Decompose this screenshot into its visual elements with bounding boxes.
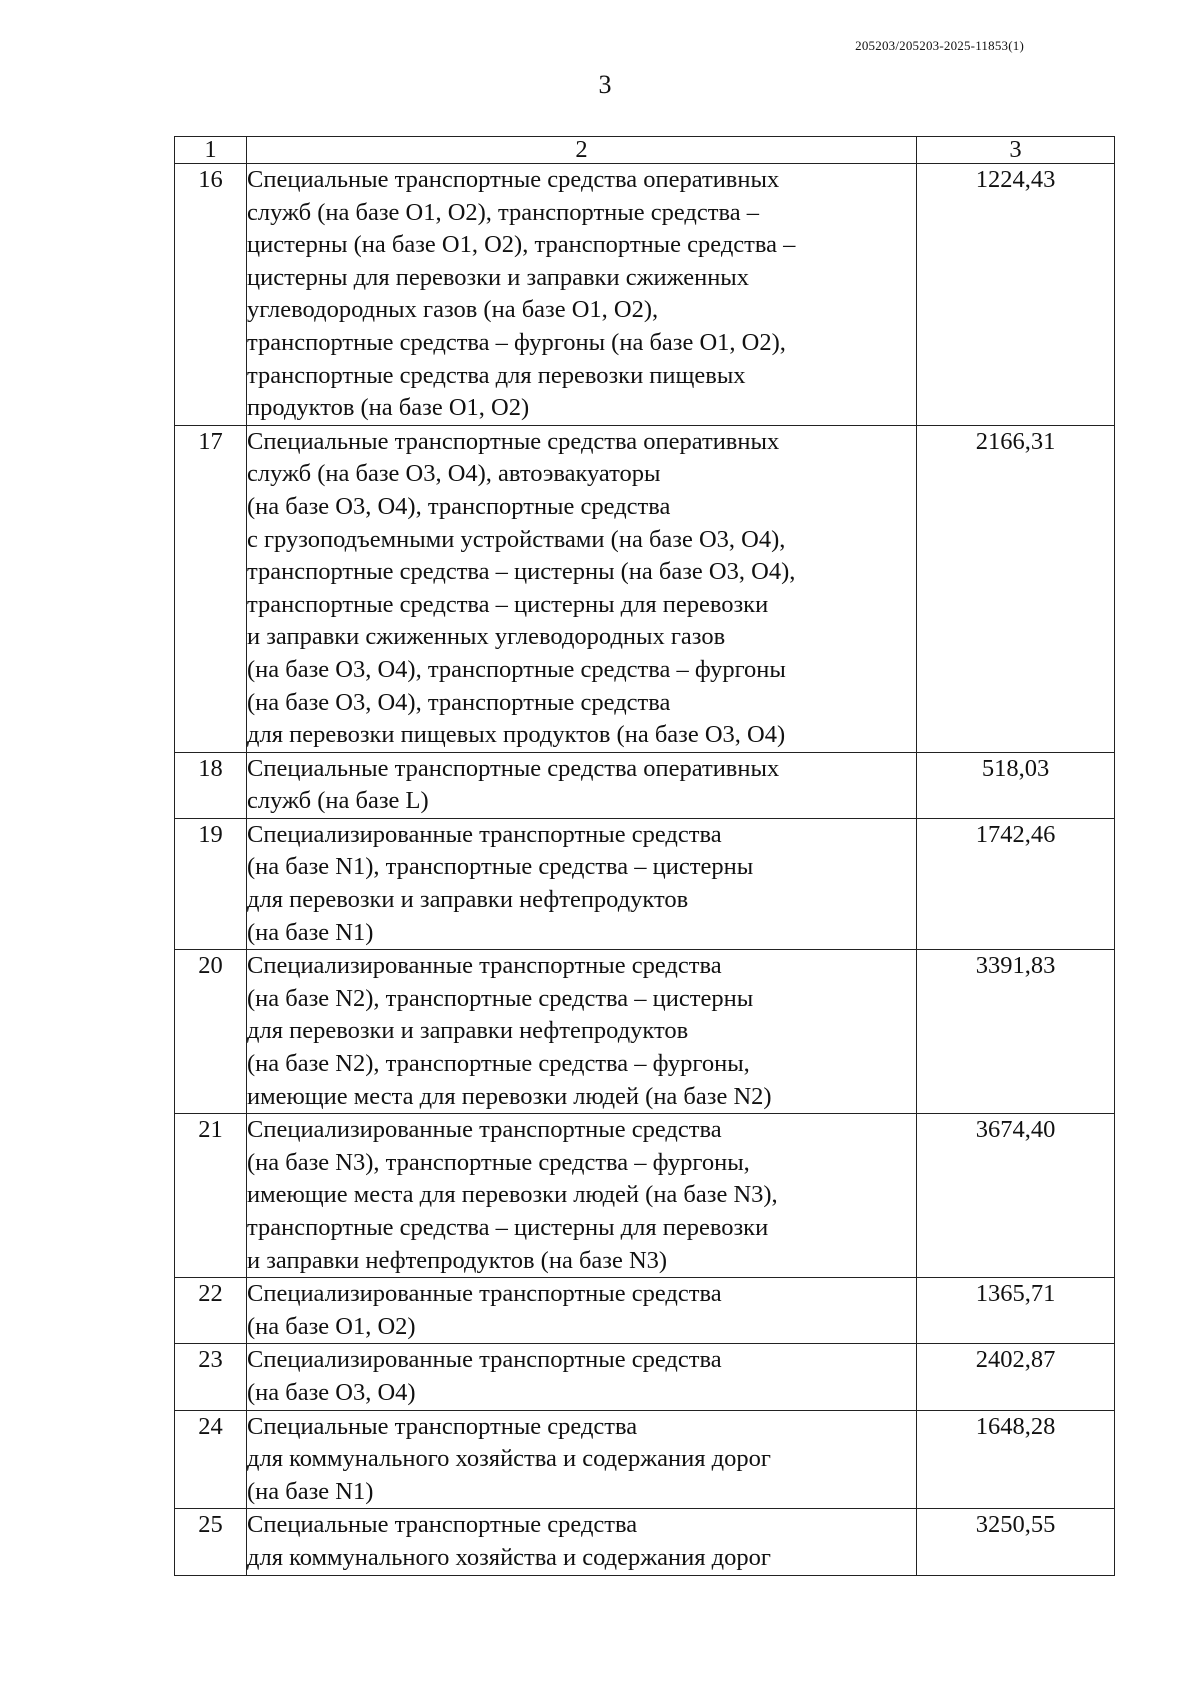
row-description xyxy=(247,1509,917,1575)
row-number: 21 xyxy=(175,1114,247,1278)
row-number: 17 xyxy=(175,425,247,752)
table-header xyxy=(175,137,1115,164)
row-description xyxy=(247,425,917,752)
row-description xyxy=(247,1344,917,1410)
description-line: Специализированные транспортные средства xyxy=(247,820,722,848)
description-line: (на базе N3), транспортные средства – фургоны, xyxy=(247,1148,750,1176)
description-line: (на базе N2), транспортные средства – фургоны, xyxy=(247,1050,750,1078)
description-line: продуктов (на базе О1, О2) xyxy=(247,394,530,422)
description-line: служб (на базе О1, О2), транспортные средства – xyxy=(247,198,759,226)
description-line: Специализированные транспортные средства xyxy=(247,1346,722,1374)
description-line: для коммунального хозяйства и содержания дорог xyxy=(247,1445,771,1473)
row-number: 18 xyxy=(175,752,247,818)
row-value: 1742,46 xyxy=(917,818,1115,949)
row-value: 3674,40 xyxy=(917,1114,1115,1278)
row-description xyxy=(247,1114,917,1278)
page-number: 3 xyxy=(598,70,612,99)
description-line: (на базе N1) xyxy=(247,918,374,946)
table-row xyxy=(175,1344,1115,1410)
description-line: Специальные транспортные средства оперативных xyxy=(247,427,780,455)
row-value: 1365,71 xyxy=(917,1278,1115,1344)
description-line: служб (на базе L) xyxy=(247,787,429,815)
row-number: 23 xyxy=(175,1344,247,1410)
row-value: 1224,43 xyxy=(917,164,1115,426)
row-description xyxy=(247,1278,917,1344)
row-description xyxy=(247,950,917,1114)
column-header-3: 3 xyxy=(917,137,1115,164)
row-description xyxy=(247,1410,917,1509)
table-row xyxy=(175,1410,1115,1509)
description-line: Специальные транспортные средства оперативных xyxy=(247,166,780,193)
row-description xyxy=(247,818,917,949)
description-line: и заправки нефтепродуктов (на базе N3) xyxy=(247,1246,668,1274)
description-line: для перевозки пищевых продуктов (на базе О3, О4) xyxy=(247,721,786,749)
column-header-2: 2 xyxy=(247,137,917,164)
description-line: (на базе О1, О2) xyxy=(247,1312,416,1340)
row-number: 19 xyxy=(175,818,247,949)
row-value: 518,03 xyxy=(917,752,1115,818)
description-line: (на базе О3, О4) xyxy=(247,1378,416,1406)
description-line: (на базе О3, О4), транспортные средства xyxy=(247,492,671,520)
row-value: 2166,31 xyxy=(917,425,1115,752)
row-value: 3250,55 xyxy=(917,1509,1115,1575)
description-line: для перевозки и заправки нефтепродуктов xyxy=(247,1017,689,1045)
description-line: транспортные средства – фургоны (на базе О1, О2), xyxy=(247,328,786,356)
table-row xyxy=(175,164,1115,426)
description-line: для перевозки и заправки нефтепродуктов xyxy=(247,886,689,914)
table-row xyxy=(175,752,1115,818)
row-value: 2402,87 xyxy=(917,1344,1115,1410)
description-line: имеющие места для перевозки людей (на базе N3), xyxy=(247,1181,778,1209)
description-line: углеводородных газов (на базе О1, О2), xyxy=(247,296,659,324)
description-line: Специальные транспортные средства оперативных xyxy=(247,754,780,782)
description-line: цистерны для перевозки и заправки сжиженных xyxy=(247,263,750,291)
row-value: 3391,83 xyxy=(917,950,1115,1114)
description-line: транспортные средства – цистерны (на базе О3, О4), xyxy=(247,558,796,586)
row-description xyxy=(247,752,917,818)
description-line: цистерны (на базе О1, О2), транспортные средства – xyxy=(247,231,796,259)
description-line: с грузоподъемными устройствами (на базе О3, О4), xyxy=(247,525,786,553)
tariff-table xyxy=(174,136,1115,1576)
table-body xyxy=(175,164,1115,1576)
table-row xyxy=(175,950,1115,1114)
table-row xyxy=(175,1114,1115,1278)
row-value: 1648,28 xyxy=(917,1410,1115,1509)
description-line: транспортные средства – цистерны для перевозки xyxy=(247,590,769,618)
description-line: служб (на базе О3, О4), автоэвакуаторы xyxy=(247,460,661,488)
description-line: (на базе N1) xyxy=(247,1477,374,1505)
description-line: для коммунального хозяйства и содержания дорог xyxy=(247,1543,771,1571)
row-number: 25 xyxy=(175,1509,247,1575)
description-line: имеющие места для перевозки людей (на базе N2) xyxy=(247,1082,772,1110)
description-line: Специализированные транспортные средства xyxy=(247,952,722,980)
row-number: 24 xyxy=(175,1410,247,1509)
description-line: (на базе N1), транспортные средства – цистерны xyxy=(247,853,754,881)
table-row xyxy=(175,1278,1115,1344)
description-line: транспортные средства для перевозки пищевых xyxy=(247,361,746,389)
description-line: и заправки сжиженных углеводородных газов xyxy=(247,623,726,651)
row-number: 20 xyxy=(175,950,247,1114)
header-row xyxy=(175,137,1115,164)
description-line: транспортные средства – цистерны для перевозки xyxy=(247,1214,769,1241)
description-line: (на базе N2), транспортные средства – цистерны xyxy=(247,984,754,1012)
row-description xyxy=(247,164,917,426)
column-header-1: 1 xyxy=(175,137,247,164)
description-line: (на базе О3, О4), транспортные средства xyxy=(247,688,671,716)
row-number: 22 xyxy=(175,1278,247,1344)
description-line: Специализированные транспортные средства xyxy=(247,1116,722,1144)
document-id: 205203/205203-2025-11853(1) xyxy=(855,38,1024,53)
description-line: (на базе О3, О4), транспортные средства – фургоны xyxy=(247,655,786,683)
description-line: Специальные транспортные средства xyxy=(247,1511,638,1539)
description-line: Специализированные транспортные средства xyxy=(247,1280,722,1308)
table-row xyxy=(175,818,1115,949)
row-number: 16 xyxy=(175,164,247,426)
description-line: Специальные транспортные средства xyxy=(247,1412,638,1440)
table-row xyxy=(175,1509,1115,1575)
table-row xyxy=(175,425,1115,752)
